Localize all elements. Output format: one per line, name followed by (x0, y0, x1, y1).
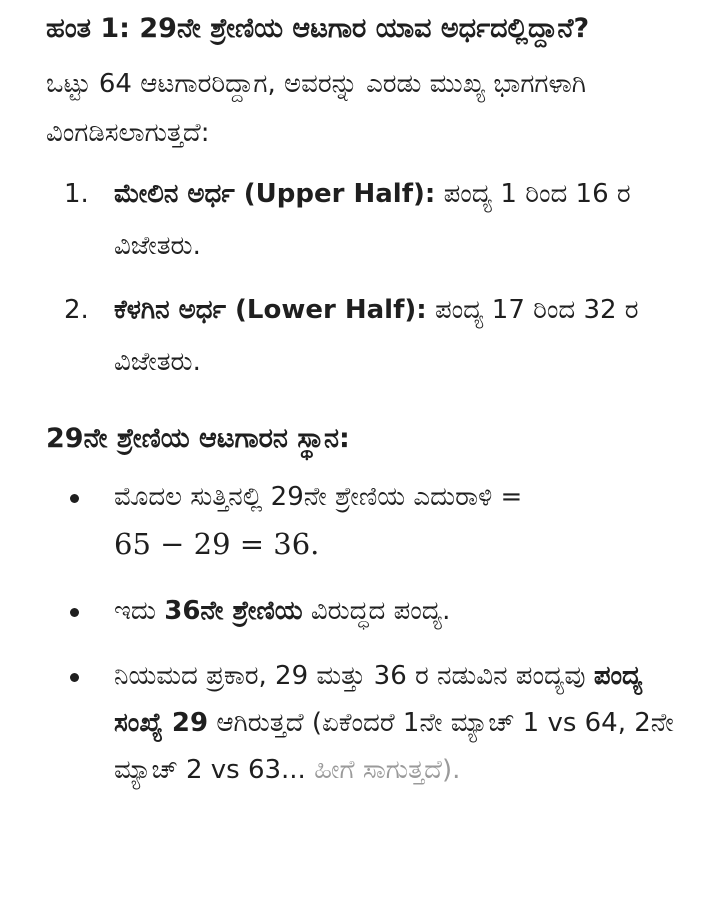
bullet-dot (70, 673, 79, 682)
bullet-dot (70, 608, 79, 617)
lower-half-text: ಪಂದ್ಯ 17 ರಿಂದ 32 ರ ವಿಜೇತರು. (114, 295, 639, 377)
match-text-pre: ಇದು (114, 596, 165, 626)
rule-text-faded: ಹೀಗೆ ಸಾಗುತ್ತದೆ). (305, 755, 461, 785)
step-heading: ಹಂತ 1: 29ನೇ ಶ್ರೇಣಿಯ ಆಟಗಾರ ಯಾವ ಅರ್ಧದಲ್ಲಿದ್ದಾನೆ? (46, 13, 590, 44)
rule-text-pre: ನಿಯಮದ ಪ್ರಕಾರ, 29 ಮತ್ತು 36 ರ ನಡುವಿನ ಪಂದ್ಯವು (114, 661, 594, 691)
upper-half-title: ಮೇಲಿನ ಅರ್ಧ (Upper Half): (114, 179, 436, 209)
upper-half-text: ಪಂದ್ಯ 1 ರಿಂದ 16 ರ ವಿಜೇತರು. (114, 179, 631, 261)
bullet-opponent (46, 474, 686, 570)
rule-text-post: ಆಗಿರುತ್ತದೆ (ಏಕೆಂದರೆ 1ನೇ ಮ್ಯಾಚ್ 1 vs 64, 2ನೇ ಮ್ಯಾಚ್ 2 vs 63... (114, 708, 674, 785)
position-bullets (46, 474, 686, 794)
bullet-match (46, 588, 686, 635)
bullet-rule (46, 653, 686, 794)
list-number: 2. (64, 295, 89, 325)
bullet-dot (70, 494, 79, 503)
position-heading: 29ನೇ ಶ್ರೇಣಿಯ ಆಟಗಾರನ ಸ್ಥಾನ: (46, 423, 350, 454)
opponent-text: ಮೊದಲ ಸುತ್ತಿನಲ್ಲಿ 29ನೇ ಶ್ರೇಣಿಯ ಎದುರಾಳಿ = (114, 482, 523, 512)
lower-half-title: ಕೆಳಗಿನ ಅರ್ಧ (Lower Half): (114, 295, 427, 325)
halves-list (46, 168, 686, 388)
match-text-bold: 36ನೇ ಶ್ರೇಣಿಯ (164, 596, 303, 626)
rule-text-bold: ಪಂದ್ಯ ಸಂಖ್ಯೆ 29 (114, 661, 643, 738)
answer-content (46, 4, 686, 812)
list-number: 1. (64, 179, 89, 209)
intro-paragraph: ಒಟ್ಟು 64 ಆಟಗಾರರಿದ್ದಾಗ, ಅವರನ್ನು ಎರಡು ಮುಖ್ಯ ಭಾಗಗಳಾಗಿ ವಿಂಗಡಿಸಲಾಗುತ್ತದೆ: (46, 69, 586, 148)
list-item-lower-half (46, 284, 686, 388)
list-item-upper-half (46, 168, 686, 272)
opponent-equation: 65 − 29 = 36. (114, 527, 320, 561)
match-text-post: ವಿರುದ್ಧದ ಪಂದ್ಯ. (302, 596, 451, 626)
